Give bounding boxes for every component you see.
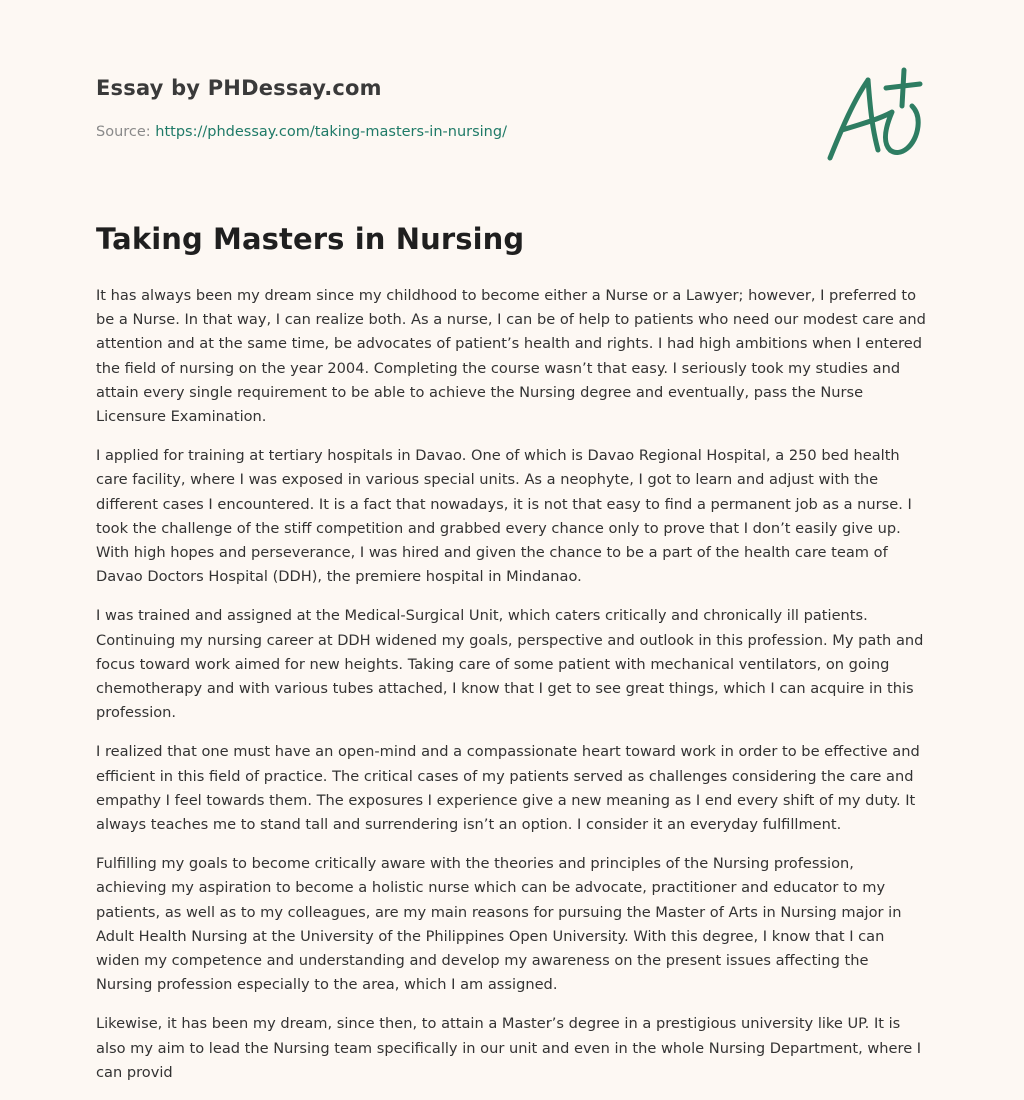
essay-body: [96, 284, 928, 1100]
essay-paragraph: Fulfilling my goals to become critically aware with the theories and principles of the Nursing profession, achieving my aspiration to become a holistic nurse which can be advocate, practitioner and educator to my patients, as well as to my colleagues, are my main reasons for pursuing the Master of Arts in Nursing major in Adult Health Nursing at the University of the Philippines Open University. With this degree, I know that I can widen my competence and understanding and develop my awareness on the present issues affecting the Nursing profession especially to the area, which I am assigned.: [96, 855, 902, 994]
a-plus-grade-icon: [820, 66, 930, 166]
essay-paragraph: I was trained and assigned at the Medical-Surgical Unit, which caters critically and chronically ill patients. Continuing my nursing career at DDH widened my goals, perspective and outlook in this profession. My path and focus toward work aimed for new heights. Taking care of some patient with mechanical ventilators, on going chemotherapy and with various tubes attached, I know that I get to see great things, which I can acquire in this profession.: [96, 607, 924, 722]
essay-title: Taking Masters in Nursing: [96, 222, 525, 256]
source-link[interactable]: https://phdessay.com/taking-masters-in-nursing/: [155, 124, 507, 140]
essay-paragraph: It has always been my dream since my childhood to become either a Nurse or a Lawyer; however, I preferred to be a Nurse. In that way, I can realize both. As a nurse, I can be of help to patients who need our modest care and attention and at the same time, be advocates of patient’s health and rights. I had high ambitions when I entered the field of nursing on the year 2004. Completing the course wasn’t that easy. I seriously took my studies and attain every single requirement to be able to achieve the Nursing degree and eventually, pass the Nurse Licensure Examination.: [96, 287, 926, 426]
essay-paragraph: I applied for training at tertiary hospitals in Davao. One of which is Davao Regional Hospital, a 250 bed health care facility, where I was exposed in various special units. As a neophyte, I got to learn and adjust with the different cases I encountered. It is a fact that nowadays, it is not that easy to find a permanent job as a nurse. I took the challenge of the stiff competition and grabbed every chance only to prove that I don’t easily give up. With high hopes and perseverance, I was hired and given the chance to be a part of the health care team of Davao Doctors Hospital (DDH), the premiere hospital in Mindanao.: [96, 447, 912, 586]
source-line: [96, 124, 507, 140]
source-label: Source:: [96, 124, 156, 140]
essay-paragraph: I realized that one must have an open-mind and a compassionate heart toward work in order to be effective and efficient in this field of practice. The critical cases of my patients served as challenges considering the care and empathy I feel towards them. The exposures I experience give a new meaning as I end every shift of my duty. It always teaches me to stand tall and surrendering isn’t an option. I consider it an everyday fulfillment.: [96, 743, 920, 834]
brand-title: Essay by PHDessay.com: [96, 76, 382, 100]
essay-paragraph: Likewise, it has been my dream, since then, to attain a Master’s degree in a prestigious university like UP. It is also my aim to lead the Nursing team specifically in our unit and even in the whole Nursing Department, where I can provid: [96, 1015, 922, 1081]
